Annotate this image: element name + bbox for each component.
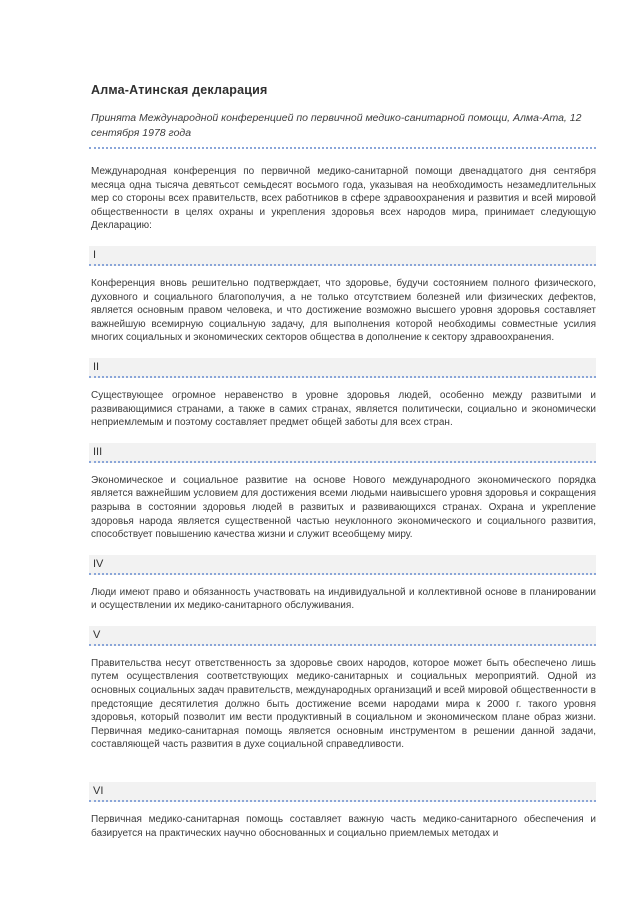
section-4 <box>89 555 596 613</box>
section-paragraph: Экономическое и социальное развитие на основе Нового международного экономического порядка является важнейшим условием для достижения всеми людьми наивысшего уровня здоровья и сокращения разрыва в состоянии здоровья людей в развитых и развивающихся странах. Охрана и укрепление здоровья народа является существенной частью неуклонного экономического и социального развития, способствует повышению качества жизни и служит всеобщему миру. <box>91 474 596 541</box>
preamble-paragraph: Международная конференция по первичной медико-санитарной помощи двенадцатого дня сентября месяца одна тысяча девятьсот семьдесят восьмого года, указывая на необходимость незамедлительных мер со стороны всех правительств, всех работников в сфере здравоохранения и развития и всей мировой общественности в целях охраны и укрепления здоровья всех народов мира, принимает следующую Декларацию: <box>91 166 596 232</box>
section-heading <box>89 626 596 646</box>
section-1 <box>89 246 596 345</box>
section-heading <box>89 782 596 802</box>
section-number: VI <box>93 785 104 798</box>
section-paragraph: Существующее огромное неравенство в уровне здоровья людей, особенно между развитыми и развивающимися странами, а также в самих странах, является политически, социально и экономически неприемлемым и поэтому составляет предмет общей заботы для всех стран. <box>91 389 596 429</box>
section-heading <box>89 246 596 266</box>
section-paragraph: Конференция вновь решительно подтверждает, что здоровье, будучи состоянием полного физического, духовного и социального благополучия, а не только отсутствием болезней или физических дефектов, является основным правом человека, и что достижение возможно высшего уровня здоровья составляет важнейшую всемирную социальную задачу, для выполнения которой необходимы совместные усилия многих социальных и экономических секторов общества в дополнение к сектору здравоохранения. <box>91 277 596 344</box>
section-3 <box>89 443 596 542</box>
section-number: IV <box>93 557 104 570</box>
document-subtitle: Принята Международной конференцией по первичной медико-санитарной помощи, Алма-Ата, 12 сентября 1978 года <box>91 112 582 139</box>
section-heading <box>89 443 596 463</box>
section-number: V <box>93 628 101 641</box>
section-number: III <box>93 445 103 458</box>
section-heading <box>89 555 596 575</box>
section-paragraph: Первичная медико-санитарная помощь составляет важную часть медико-санитарного обеспечения и базируется на практических научно обоснованных и социально приемлемых методах и <box>91 814 596 839</box>
title-divider <box>89 147 596 149</box>
section-paragraph: Правительства несут ответственность за здоровье своих народов, которое может быть обеспечено лишь путем осуществления соответствующих медико-санитарных и социальных мероприятий. Одной из основных социальных задач правительств, международных организаций и всей мировой общественности в предстоящие десятилетия должно быть достижение всеми народами мира к 2000 г. такого уровня здоровья, который позволит им вести продуктивный в социальном и экономическом плане образ жизни. Первичная медико-санитарная помощь является основным инструментом в решении данной задачи, составляющей часть развития в духе социальной справедливости. <box>91 657 596 751</box>
section-number: II <box>93 360 100 373</box>
section-6 <box>89 782 596 840</box>
section-number: I <box>93 248 97 261</box>
section-paragraph: Люди имеют право и обязанность участвовать на индивидуальной и коллективной основе в планировании и осуществлении их медико-санитарного обслуживания. <box>91 586 596 612</box>
section-2 <box>89 358 596 430</box>
section-5 <box>89 626 596 752</box>
document-title: Алма-Атинская декларация <box>91 83 268 97</box>
section-heading <box>89 358 596 378</box>
